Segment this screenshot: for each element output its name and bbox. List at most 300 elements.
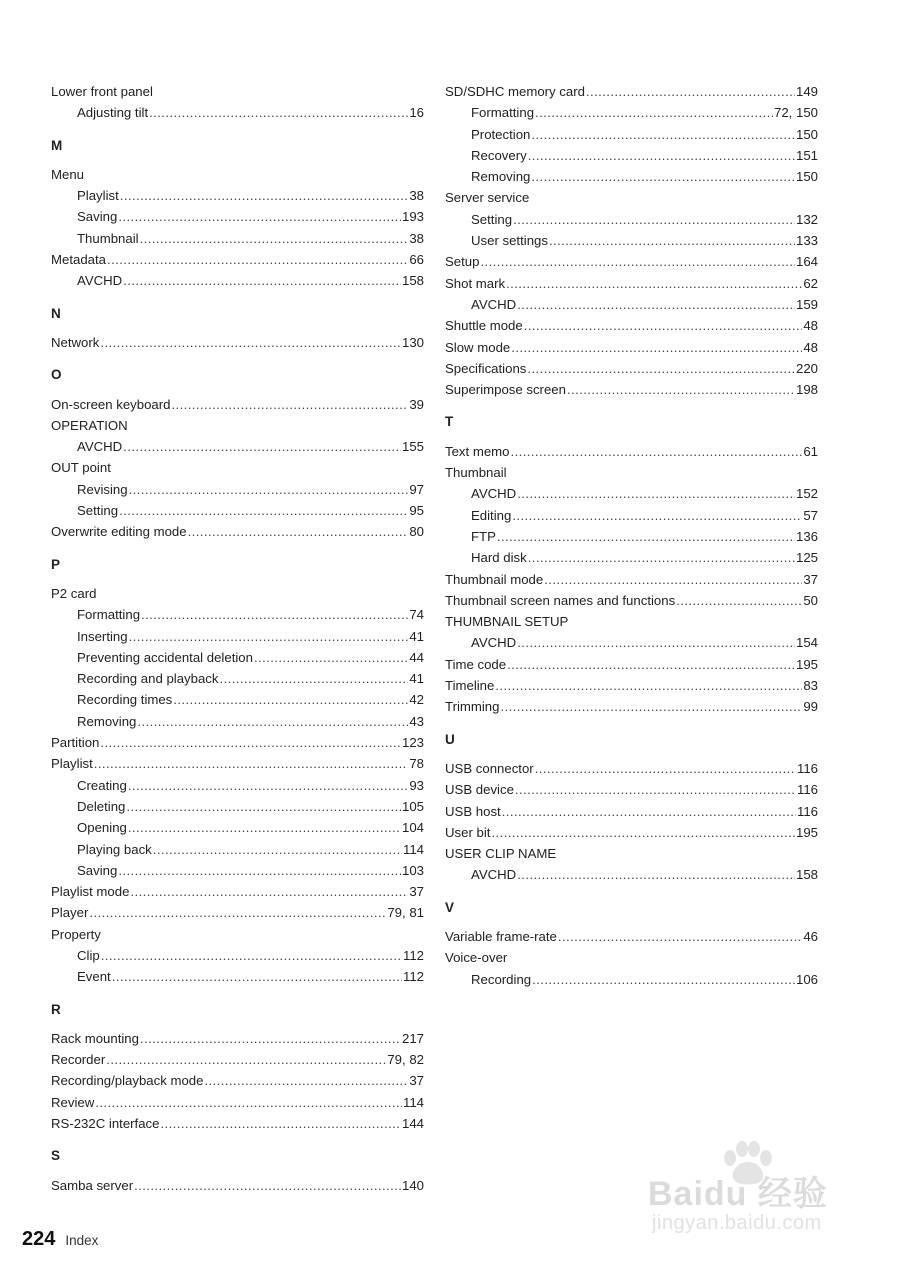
entry-label: User settings bbox=[471, 233, 548, 249]
entry-label: USB device bbox=[445, 782, 514, 798]
page-reference: 144 bbox=[401, 1116, 424, 1132]
dot-leader bbox=[506, 273, 802, 294]
entry-label: On-screen keyboard bbox=[51, 396, 171, 412]
index-entry bbox=[51, 1049, 424, 1070]
entry-label: AVCHD bbox=[471, 635, 517, 651]
entry-label: USB connector bbox=[445, 760, 534, 776]
index-entry bbox=[445, 441, 818, 462]
page-reference: 105 bbox=[401, 798, 424, 814]
page-reference: 74 bbox=[409, 607, 424, 623]
page-reference: 195 bbox=[795, 824, 818, 840]
index-entry bbox=[51, 394, 424, 415]
dot-leader bbox=[106, 1049, 386, 1070]
dot-leader bbox=[140, 1028, 401, 1049]
dot-leader bbox=[149, 102, 408, 123]
section-letter: M bbox=[51, 137, 63, 153]
index-entry bbox=[445, 801, 818, 822]
page-reference: 114 bbox=[402, 841, 424, 857]
dot-leader bbox=[544, 569, 802, 590]
page-reference: 158 bbox=[795, 867, 818, 883]
entry-label: Lower front panel bbox=[51, 84, 153, 99]
index-subentry bbox=[445, 547, 818, 568]
index-entry bbox=[51, 1028, 424, 1049]
entry-label: Opening bbox=[77, 820, 127, 836]
entry-label: RS-232C interface bbox=[51, 1116, 160, 1132]
index-column-left bbox=[51, 81, 424, 1196]
index-entry bbox=[445, 590, 818, 611]
dot-leader bbox=[532, 969, 795, 990]
index-entry bbox=[51, 583, 424, 604]
dot-leader bbox=[549, 230, 795, 251]
dot-leader bbox=[100, 732, 401, 753]
page-reference: 41 bbox=[409, 671, 424, 687]
dot-leader bbox=[535, 758, 796, 779]
index-subentry bbox=[445, 294, 818, 315]
index-subentry bbox=[445, 230, 818, 251]
index-entry bbox=[445, 315, 818, 336]
page-reference: 80 bbox=[409, 524, 424, 540]
index-entry bbox=[445, 379, 818, 400]
entry-label: Voice-over bbox=[445, 950, 508, 966]
index-subentry bbox=[51, 604, 424, 625]
page-reference: 193 bbox=[401, 209, 424, 225]
baidu-watermark bbox=[640, 1140, 860, 1240]
page-reference: 78 bbox=[409, 756, 424, 772]
entry-label: Timeline bbox=[445, 678, 495, 694]
page-reference: 83 bbox=[803, 678, 818, 694]
page-reference: 38 bbox=[409, 188, 424, 204]
page-reference: 103 bbox=[401, 862, 424, 878]
index-entry bbox=[445, 654, 818, 675]
entry-label: Property bbox=[51, 926, 101, 942]
index-entry bbox=[445, 696, 818, 717]
dot-leader bbox=[535, 102, 773, 123]
entry-label: Revising bbox=[77, 481, 128, 497]
entry-label: Recovery bbox=[471, 147, 527, 163]
dot-leader bbox=[528, 145, 795, 166]
dot-leader bbox=[128, 775, 408, 796]
page-footer bbox=[22, 1228, 98, 1251]
page-reference: 62 bbox=[803, 275, 818, 291]
section-letter: P bbox=[51, 556, 61, 572]
index-subentry bbox=[51, 775, 424, 796]
index-subentry bbox=[445, 864, 818, 885]
index-subentry bbox=[445, 209, 818, 230]
dot-leader bbox=[220, 668, 409, 689]
page-reference: 39 bbox=[409, 396, 424, 412]
index-entry bbox=[51, 332, 424, 353]
dot-leader bbox=[129, 479, 409, 500]
entry-label: Rack mounting bbox=[51, 1030, 139, 1046]
entry-label: Superimpose screen bbox=[445, 382, 566, 398]
index-subentry bbox=[51, 668, 424, 689]
dot-leader bbox=[495, 675, 802, 696]
index-entry bbox=[445, 926, 818, 947]
page-reference: 198 bbox=[795, 382, 818, 398]
entry-label: AVCHD bbox=[77, 439, 123, 455]
dot-leader bbox=[137, 711, 408, 732]
index-entry bbox=[445, 462, 818, 483]
dot-leader bbox=[497, 526, 795, 547]
entry-label: THUMBNAIL SETUP bbox=[445, 614, 569, 630]
watermark-site: jingyan.baidu.com bbox=[652, 1212, 822, 1234]
page-reference: 150 bbox=[795, 126, 818, 142]
index-entry bbox=[445, 273, 818, 294]
entry-label: Setting bbox=[471, 211, 513, 227]
index-entry bbox=[51, 753, 424, 774]
page-reference: 50 bbox=[803, 592, 818, 608]
index-entry bbox=[445, 779, 818, 800]
page-reference: 99 bbox=[803, 699, 818, 715]
index-subentry bbox=[445, 969, 818, 990]
page-reference: 106 bbox=[795, 971, 818, 987]
dot-leader bbox=[128, 817, 401, 838]
index-entry bbox=[445, 81, 818, 102]
page-reference: 130 bbox=[401, 334, 424, 350]
index-entry bbox=[51, 249, 424, 270]
index-entry bbox=[51, 1175, 424, 1196]
dot-leader bbox=[118, 206, 401, 227]
index-subentry bbox=[51, 479, 424, 500]
dot-leader bbox=[118, 860, 401, 881]
dot-leader bbox=[517, 864, 795, 885]
entry-label: Inserting bbox=[77, 628, 128, 644]
entry-label: SD/SDHC memory card bbox=[445, 84, 585, 99]
page-reference: 132 bbox=[795, 211, 818, 227]
page-reference: 72, 150 bbox=[774, 105, 818, 121]
index-entry bbox=[51, 732, 424, 753]
index-subentry bbox=[445, 483, 818, 504]
footer-section-label: Index bbox=[65, 1233, 99, 1248]
page-reference: 114 bbox=[402, 1094, 424, 1110]
index-entry bbox=[445, 569, 818, 590]
index-subentry bbox=[51, 817, 424, 838]
dot-leader bbox=[524, 315, 803, 336]
index-subentry bbox=[51, 500, 424, 521]
section-letter: O bbox=[51, 367, 62, 383]
index-subentry bbox=[51, 270, 424, 291]
page-reference: 217 bbox=[401, 1030, 424, 1046]
dot-leader bbox=[517, 483, 795, 504]
dot-leader bbox=[515, 779, 796, 800]
entry-label: Recording and playback bbox=[77, 671, 219, 687]
entry-label: AVCHD bbox=[471, 296, 517, 312]
entry-label: Thumbnail bbox=[77, 230, 139, 246]
dot-leader bbox=[512, 505, 802, 526]
entry-label: Setting bbox=[77, 503, 119, 519]
dot-leader bbox=[188, 521, 409, 542]
index-subentry bbox=[51, 436, 424, 457]
section-letter: U bbox=[445, 731, 455, 747]
index-entry bbox=[445, 822, 818, 843]
dot-leader bbox=[95, 1092, 402, 1113]
page-reference: 48 bbox=[803, 318, 818, 334]
dot-leader bbox=[160, 1113, 401, 1134]
index-entry bbox=[445, 187, 818, 208]
page-reference: 152 bbox=[795, 486, 818, 502]
entry-label: Playlist bbox=[77, 188, 119, 204]
index-subentry bbox=[51, 689, 424, 710]
dot-leader bbox=[511, 337, 802, 358]
index-entry bbox=[445, 358, 818, 379]
index-entry bbox=[51, 902, 424, 923]
entry-label: Thumbnail mode bbox=[445, 571, 544, 587]
dot-leader bbox=[129, 626, 409, 647]
entry-label: Preventing accidental deletion bbox=[77, 649, 253, 665]
entry-label: Shot mark bbox=[445, 275, 506, 291]
dot-leader bbox=[254, 647, 408, 668]
dot-leader bbox=[517, 294, 795, 315]
entry-label: Creating bbox=[77, 777, 127, 793]
dot-leader bbox=[134, 1175, 401, 1196]
index-subentry bbox=[445, 145, 818, 166]
index-subentry bbox=[51, 839, 424, 860]
index-subentry bbox=[51, 228, 424, 249]
index-entry bbox=[51, 415, 424, 436]
entry-label: Recorder bbox=[51, 1052, 106, 1068]
entry-label: Recording/playback mode bbox=[51, 1073, 204, 1089]
page-reference: 66 bbox=[409, 252, 424, 268]
dot-leader bbox=[141, 604, 408, 625]
entry-label: Deleting bbox=[77, 798, 126, 814]
page-reference: 151 bbox=[795, 147, 818, 163]
entry-label: Saving bbox=[77, 862, 118, 878]
dot-leader bbox=[502, 801, 796, 822]
dot-leader bbox=[567, 379, 795, 400]
page-reference: 95 bbox=[409, 503, 424, 519]
dot-leader bbox=[586, 81, 795, 102]
entry-label: Formatting bbox=[471, 105, 535, 121]
page-reference: 61 bbox=[803, 443, 818, 459]
page-reference: 158 bbox=[401, 273, 424, 289]
index-subentry bbox=[51, 102, 424, 123]
entry-label: Recording bbox=[471, 971, 532, 987]
index-subentry bbox=[51, 647, 424, 668]
entry-label: Overwrite editing mode bbox=[51, 524, 187, 540]
index-entry bbox=[51, 881, 424, 902]
page-reference: 41 bbox=[409, 628, 424, 644]
entry-label: OUT point bbox=[51, 460, 111, 476]
page-reference: 133 bbox=[795, 233, 818, 249]
index-subentry bbox=[445, 632, 818, 653]
index-entry bbox=[445, 947, 818, 968]
index-entry bbox=[445, 251, 818, 272]
index-subentry bbox=[51, 185, 424, 206]
entry-label: Variable frame-rate bbox=[445, 928, 557, 944]
index-entry bbox=[51, 521, 424, 542]
index-entry bbox=[445, 675, 818, 696]
entry-label: P2 card bbox=[51, 585, 97, 601]
dot-leader bbox=[89, 902, 386, 923]
page-reference: 116 bbox=[796, 782, 818, 798]
page-reference: 37 bbox=[409, 1073, 424, 1089]
entry-label: Specifications bbox=[445, 360, 527, 376]
dot-leader bbox=[491, 822, 795, 843]
index-entry bbox=[445, 611, 818, 632]
page-reference: 79, 82 bbox=[387, 1052, 424, 1068]
index-column-right bbox=[445, 81, 818, 990]
section-letter: S bbox=[51, 1148, 61, 1164]
entry-label: Review bbox=[51, 1094, 95, 1110]
dot-leader bbox=[480, 251, 795, 272]
page-reference: 112 bbox=[402, 947, 424, 963]
entry-label: Metadata bbox=[51, 252, 106, 268]
dot-leader bbox=[130, 881, 408, 902]
page-reference: 97 bbox=[409, 481, 424, 497]
index-entry bbox=[51, 81, 424, 102]
index-subentry bbox=[445, 505, 818, 526]
page-reference: 46 bbox=[803, 928, 818, 944]
entry-label: Playing back bbox=[77, 841, 152, 857]
index-entry bbox=[51, 164, 424, 185]
page-reference: 195 bbox=[795, 656, 818, 672]
index-subentry bbox=[51, 860, 424, 881]
dot-leader bbox=[101, 945, 402, 966]
index-subentry bbox=[51, 966, 424, 987]
page-number: 224 bbox=[22, 1228, 56, 1250]
entry-label: Thumbnail bbox=[445, 465, 507, 481]
page-reference: 79, 81 bbox=[387, 905, 424, 921]
page-reference: 104 bbox=[401, 820, 424, 836]
page-reference: 16 bbox=[409, 105, 424, 121]
dot-leader bbox=[119, 500, 408, 521]
entry-label: FTP bbox=[471, 528, 496, 544]
dot-leader bbox=[112, 966, 402, 987]
entry-label: AVCHD bbox=[471, 486, 517, 502]
entry-label: AVCHD bbox=[77, 273, 123, 289]
dot-leader bbox=[511, 441, 803, 462]
index-entry bbox=[445, 758, 818, 779]
section-letter: R bbox=[51, 1001, 61, 1017]
index-entry bbox=[51, 1113, 424, 1134]
entry-label: USER CLIP NAME bbox=[445, 846, 557, 862]
dot-leader bbox=[123, 270, 401, 291]
entry-label: Protection bbox=[471, 126, 531, 142]
dot-leader bbox=[173, 689, 408, 710]
dot-leader bbox=[153, 839, 402, 860]
entry-label: Text memo bbox=[445, 443, 510, 459]
index-subentry bbox=[51, 711, 424, 732]
dot-leader bbox=[123, 436, 401, 457]
index-entry bbox=[51, 457, 424, 478]
entry-label: Trimming bbox=[445, 699, 500, 715]
dot-leader bbox=[204, 1070, 408, 1091]
entry-label: Adjusting tilt bbox=[77, 105, 149, 121]
page-reference: 136 bbox=[795, 528, 818, 544]
index-subentry bbox=[51, 945, 424, 966]
entry-label: User bit bbox=[445, 824, 491, 840]
entry-label: Menu bbox=[51, 166, 84, 182]
page-reference: 38 bbox=[409, 230, 424, 246]
entry-label: OPERATION bbox=[51, 417, 128, 433]
entry-label: Playlist mode bbox=[51, 884, 130, 900]
entry-label: Network bbox=[51, 334, 100, 350]
entry-label: Partition bbox=[51, 735, 100, 751]
entry-label: Setup bbox=[445, 254, 480, 270]
index-entry bbox=[445, 337, 818, 358]
index-entry bbox=[445, 843, 818, 864]
page-reference: 57 bbox=[803, 507, 818, 523]
page-reference: 220 bbox=[795, 360, 818, 376]
page-reference: 42 bbox=[409, 692, 424, 708]
entry-label: Slow mode bbox=[445, 339, 511, 355]
index-subentry bbox=[445, 124, 818, 145]
page-reference: 154 bbox=[795, 635, 818, 651]
section-letter: T bbox=[445, 414, 454, 430]
entry-label: AVCHD bbox=[471, 867, 517, 883]
index-subentry bbox=[51, 796, 424, 817]
page-reference: 123 bbox=[401, 735, 424, 751]
page-reference: 125 bbox=[795, 550, 818, 566]
dot-leader bbox=[517, 632, 795, 653]
page-reference: 48 bbox=[803, 339, 818, 355]
page-reference: 44 bbox=[409, 649, 424, 665]
entry-label: Removing bbox=[471, 169, 531, 185]
index-subentry bbox=[445, 166, 818, 187]
page-reference: 37 bbox=[803, 571, 818, 587]
dot-leader bbox=[531, 166, 795, 187]
dot-leader bbox=[528, 547, 795, 568]
dot-leader bbox=[558, 926, 802, 947]
page-reference: 150 bbox=[795, 169, 818, 185]
dot-leader bbox=[676, 590, 802, 611]
entry-label: Clip bbox=[77, 947, 100, 963]
dot-leader bbox=[500, 696, 802, 717]
section-letter: V bbox=[445, 899, 455, 915]
entry-label: Samba server bbox=[51, 1177, 134, 1193]
dot-leader bbox=[126, 796, 401, 817]
entry-label: Player bbox=[51, 905, 89, 921]
page-reference: 140 bbox=[401, 1177, 424, 1193]
page-reference: 112 bbox=[402, 969, 424, 985]
index-entry bbox=[51, 1070, 424, 1091]
watermark-brand: Baidu 经验 bbox=[648, 1175, 828, 1213]
page-reference: 159 bbox=[795, 296, 818, 312]
dot-leader bbox=[94, 753, 409, 774]
dot-leader bbox=[120, 185, 409, 206]
page-reference: 155 bbox=[401, 439, 424, 455]
entry-label: Shuttle mode bbox=[445, 318, 523, 334]
entry-label: Hard disk bbox=[471, 550, 527, 566]
page-reference: 116 bbox=[796, 760, 818, 776]
entry-label: Server service bbox=[445, 190, 530, 206]
entry-label: Thumbnail screen names and functions bbox=[445, 592, 676, 608]
index-subentry bbox=[51, 206, 424, 227]
entry-label: Playlist bbox=[51, 756, 93, 772]
page-reference: 93 bbox=[409, 777, 424, 793]
entry-label: Editing bbox=[471, 507, 512, 523]
entry-label: Time code bbox=[445, 656, 507, 672]
dot-leader bbox=[527, 358, 795, 379]
entry-label: Saving bbox=[77, 209, 118, 225]
index-subentry bbox=[445, 526, 818, 547]
page-reference: 116 bbox=[796, 803, 818, 819]
index-entry bbox=[51, 1092, 424, 1113]
page-reference: 37 bbox=[409, 884, 424, 900]
index-subentry bbox=[51, 626, 424, 647]
index-entry bbox=[51, 924, 424, 945]
section-letter: N bbox=[51, 305, 61, 321]
dot-leader bbox=[507, 654, 795, 675]
dot-leader bbox=[107, 249, 408, 270]
dot-leader bbox=[531, 124, 795, 145]
dot-leader bbox=[140, 228, 409, 249]
dot-leader bbox=[171, 394, 408, 415]
dot-leader bbox=[513, 209, 795, 230]
entry-label: Event bbox=[77, 969, 111, 985]
entry-label: USB host bbox=[445, 803, 501, 819]
dot-leader bbox=[100, 332, 401, 353]
